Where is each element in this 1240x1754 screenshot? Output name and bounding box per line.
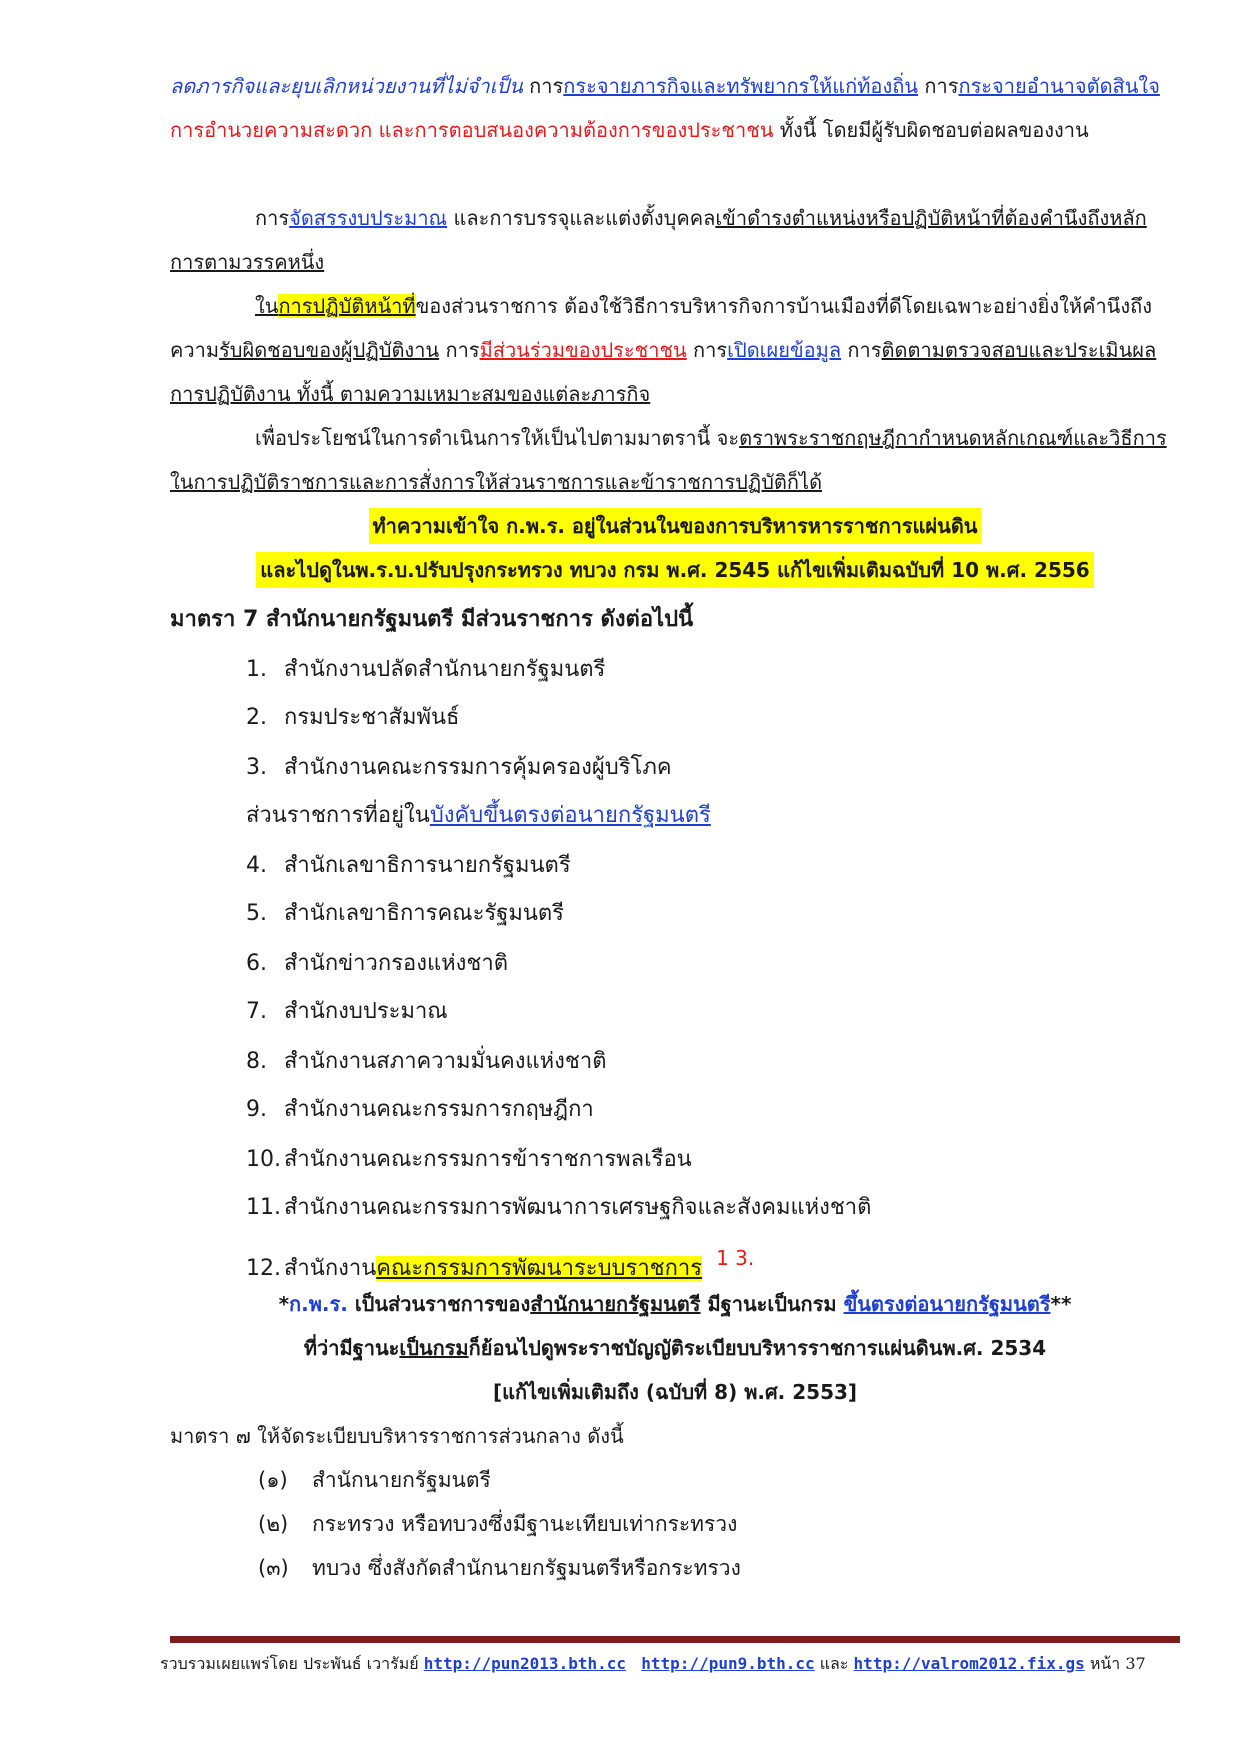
item-text: สำนักงานคณะกรรมการพัฒนาการเศรษฐกิจและสังคมแห่งชาติ: [284, 1195, 872, 1220]
text-span: ของส่วนราชการ ต้องใช้วิธีการบริหารกิจการบ้านเมืองที่ดีโดยเฉพาะอย่างยิ่งให้คำนึงถึงความ: [170, 294, 1152, 362]
text-span: การ: [686, 338, 728, 362]
item-text: สำนักเลขาธิการนายกรัฐมนตรี: [284, 853, 571, 878]
text-span: มีฐานะเป็นกรม: [700, 1292, 844, 1316]
text-span: มีส่วนร่วมของประชาชน: [479, 338, 687, 362]
text-span: ขึ้นตรงต่อนายกรัฐมนตรี: [843, 1292, 1051, 1316]
text-span: บังคับขึ้นตรงต่อนายกรัฐมนตรี: [429, 803, 711, 828]
footer-link-1[interactable]: http://pun2013.bth.cc: [423, 1654, 626, 1673]
list-item: [246, 1086, 594, 1134]
list-item: [258, 1502, 737, 1546]
list-item: [246, 890, 564, 938]
text-span: การ: [918, 74, 959, 98]
text-span: ลดภารกิจและยุบเลิกหน่วยงานที่ไม่จำเป็น: [170, 74, 523, 98]
footer-link-2[interactable]: http://pun9.bth.cc: [641, 1654, 815, 1673]
highlighted-text: คณะกรรมการพัฒนาระบบราชการ: [376, 1256, 703, 1281]
list-item: [246, 1184, 871, 1232]
text-span: เปิดเผยข้อมูล: [727, 338, 842, 362]
text-span: ใน: [255, 294, 279, 318]
item-number: 2.: [246, 705, 267, 730]
paragraph-1: [170, 64, 1180, 152]
item-text: กระทรวง หรือทบวงซึ่งมีฐานะเทียบเท่ากระทรวง: [312, 1512, 738, 1536]
text-span: ที่ว่ามีฐานะ: [303, 1336, 400, 1360]
list-item: [246, 1136, 692, 1184]
text-span: เป็นกรม: [399, 1336, 469, 1360]
text-span: การอำนวยความสะดวก และการตอบสนองความต้องการของประชาชน: [170, 118, 774, 142]
text-span: การ: [439, 338, 480, 362]
text-span: *: [278, 1292, 290, 1316]
item-text: สำนักเลขาธิการคณะรัฐมนตรี: [284, 901, 564, 926]
text-span: ส่วนราชการที่อยู่ใน: [246, 803, 430, 828]
highlight-line-2: [170, 548, 1180, 592]
item-number: 11.: [246, 1195, 281, 1220]
note-line-2: [170, 1326, 1180, 1370]
item-number: 6.: [246, 951, 267, 976]
text-span: การ: [522, 74, 564, 98]
footer-text: รวบรวมเผยแพร่โดย ประพันธ์ เวารัมย์: [160, 1654, 424, 1673]
text-span: การ: [255, 206, 290, 230]
item-text: สำนักงานคณะกรรมการกฤษฎีกา: [284, 1097, 594, 1122]
item-number: (๑): [258, 1468, 288, 1492]
text-span: ตราพระราชกฤษฎีกากำหนดหลักเกณฑ์และวิธีการในการปฏิบัติราชการและการสั่งการให้ส่วนราชการและข้าราชการปฏิบัติก็ได้: [170, 426, 1167, 494]
item-number: 8.: [246, 1049, 267, 1074]
list-item: [246, 744, 672, 792]
highlight-line-1: [170, 504, 1180, 548]
paragraph-3: [170, 284, 1180, 416]
footer-link-3[interactable]: http://valrom2012.fix.gs: [853, 1654, 1085, 1673]
page-number: หน้า 37: [1084, 1654, 1146, 1673]
text-span: ทำความเข้าใจ ก.พ.ร. อยู่ในส่วนในของการบริหารหารราชการแผ่นดิน: [369, 508, 982, 544]
item-number: (๒): [258, 1512, 289, 1536]
text-span: ติดตามตรวจสอบและประเมินผลการปฏิบัติงาน ทั้งนี้ ตามความเหมาะสมของแต่ละภารกิจ: [170, 338, 1157, 406]
list-item: [246, 646, 605, 694]
item-number: 9.: [246, 1097, 267, 1122]
item-text: สำนักงานคณะกรรมการคุ้มครองผู้บริโภค: [284, 755, 672, 780]
list-item: [246, 694, 459, 742]
paragraph-2: [170, 196, 1180, 284]
list-item: [246, 842, 571, 890]
text-span: กระจายอำนาจตัดสินใจ: [958, 74, 1160, 98]
footer-text: และ: [814, 1654, 854, 1673]
section-7-heading: มาตรา 7 สำนักนายกรัฐมนตรี มีส่วนราชการ ดังต่อไปนี้: [170, 607, 694, 632]
text-span: ทั้งนี้ โดยมีผู้รับผิดชอบต่อผลของงาน: [773, 118, 1089, 142]
list-item: [246, 988, 448, 1036]
text-span: ก็ย้อนไปดูพระราชบัญญัติระเบียบบริหารราชการแผ่นดินพ.ศ. 2534: [468, 1336, 1047, 1360]
item-number: 7.: [246, 999, 267, 1024]
text-span: และไปดูในพ.ร.บ.ปรับปรุงกระทรวง ทบวง กรม พ.ศ. 2545 แก้ไขเพิ่มเติมฉบับที่ 10 พ.ศ. 2556: [256, 552, 1093, 588]
list-item: [258, 1458, 491, 1502]
text-span: จัดสรรงบประมาณ: [289, 206, 448, 230]
item-text: ทบวง ซึ่งสังกัดสำนักนายกรัฐมนตรีหรือกระทรวง: [312, 1556, 741, 1580]
item-number: 10.: [246, 1147, 281, 1172]
text-span: ก.พ.ร.: [289, 1292, 348, 1316]
list-item: [246, 1038, 606, 1086]
item-text: กรมประชาสัมพันธ์: [284, 705, 460, 730]
text-span: รับผิดชอบของผู้ปฏิบัติงาน: [219, 338, 440, 362]
text-span: การปฏิบัติหน้าที่: [278, 294, 416, 318]
item-text: สำนักนายกรัฐมนตรี: [312, 1468, 491, 1492]
item-number: 4.: [246, 853, 267, 878]
item-number: 12.: [246, 1256, 281, 1281]
note-line-1: [170, 1282, 1180, 1326]
section-7-thai: มาตรา ๗ ให้จัดระเบียบบริหารราชการส่วนกลาง ดังนี้: [170, 1424, 624, 1448]
text-span: และการบรรจุและแต่งตั้งบุคคล: [447, 206, 716, 230]
text-span: เป็นส่วนราชการของ: [347, 1292, 531, 1316]
item-text: สำนักงานปลัดสำนักนายกรัฐมนตรี: [284, 657, 606, 682]
footer-divider: [170, 1636, 1180, 1643]
text-span: เข้าดำรงตำแหน่งหรือปฏิบัติหน้าที่ต้องคำนึงถึงหลักการตามวรรคหนึ่ง: [170, 206, 1147, 274]
item-text: สำนักงาน: [284, 1256, 377, 1281]
handwritten-annotation: 1 3.: [716, 1246, 755, 1270]
text-span: เพื่อประโยชน์ในการดำเนินการให้เป็นไปตามมาตรานี้ จะ: [255, 426, 740, 450]
text-span: **: [1050, 1292, 1072, 1316]
item-number: (๓): [258, 1556, 289, 1580]
list-item: [246, 940, 508, 988]
paragraph-4: [170, 416, 1180, 504]
list-item: [258, 1546, 741, 1590]
item-text: สำนักข่าวกรองแห่งชาติ: [284, 951, 508, 976]
item-text: สำนักงานสภาความมั่นคงแห่งชาติ: [284, 1049, 607, 1074]
text-span: กระจายภารกิจและทรัพยากรให้แก่ท้องถิ่น: [563, 74, 918, 98]
item-text: สำนักงบประมาณ: [284, 999, 448, 1024]
note-line-3: [แก้ไขเพิ่มเติมถึง (ฉบับที่ 8) พ.ศ. 2553]: [492, 1380, 858, 1404]
item-number: 3.: [246, 755, 267, 780]
item-number: 1.: [246, 657, 267, 682]
text-span: การ: [841, 338, 882, 362]
item-number: 5.: [246, 901, 267, 926]
item-text: สำนักงานคณะกรรมการข้าราชการพลเรือน: [284, 1147, 692, 1172]
text-span: สำนักนายกรัฐมนตรี: [530, 1292, 701, 1316]
direct-control-line: [246, 792, 711, 840]
footer: [160, 1650, 1146, 1678]
